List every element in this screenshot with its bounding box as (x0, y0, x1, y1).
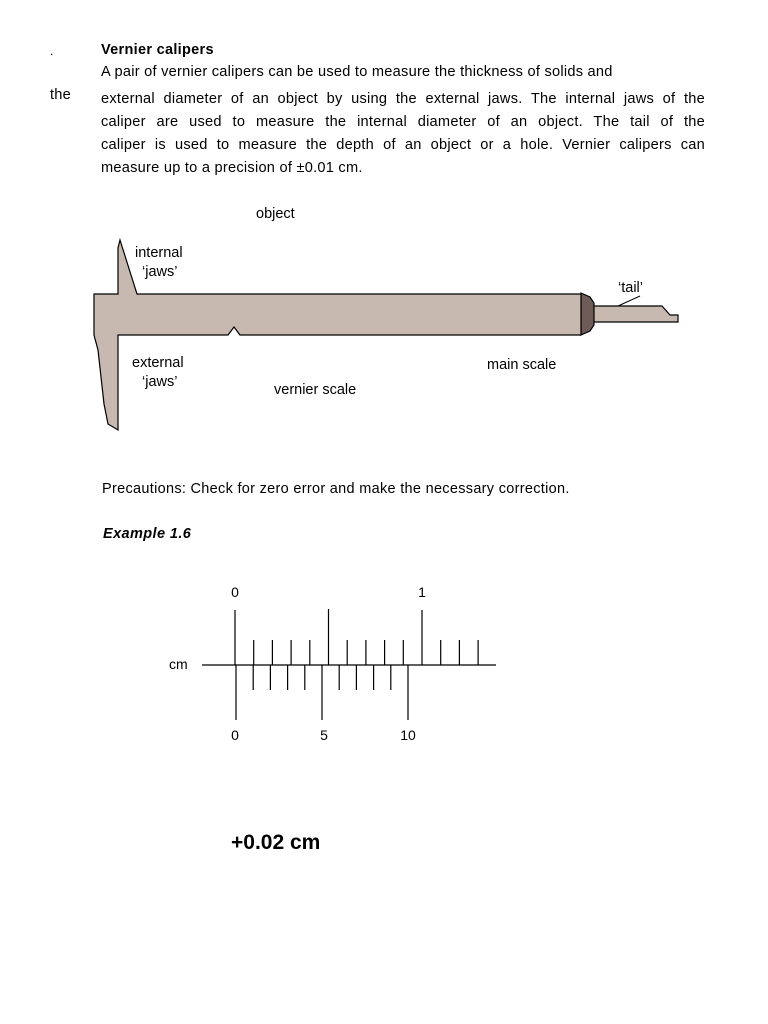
example-answer: +0.02 cm (231, 831, 321, 854)
label-object: object (256, 206, 295, 222)
label-external-jaws-2: ‘jaws’ (142, 374, 178, 390)
margin-word: the (50, 87, 72, 103)
caliper-end-cap (581, 293, 594, 335)
tail-pointer (618, 296, 640, 306)
main-scale-label-1: 1 (418, 584, 426, 600)
paragraph-line: caliper is used to measure the depth of an object or a hole. Vernier calipers can (101, 137, 705, 153)
paragraph-line: A pair of vernier calipers can be used to measure the thickness of solids and (101, 64, 613, 80)
paragraph-line: external diameter of an object by using the external jaws. The internal jaws of the (101, 91, 705, 107)
caliper-tail (592, 306, 678, 322)
section-heading: Vernier calipers (101, 42, 214, 58)
label-vernier-scale: vernier scale (274, 382, 357, 398)
label-main-scale: main scale (487, 357, 557, 373)
label-tail: ‘tail’ (618, 280, 643, 296)
margin-dot: . (50, 44, 54, 58)
main-scale-label-0: 0 (231, 584, 239, 600)
precautions-text: Precautions: Check for zero error and make the necessary correction. (102, 481, 570, 497)
vernier-label-10: 10 (400, 727, 416, 743)
label-internal-jaws-2: ‘jaws’ (142, 264, 178, 280)
vernier-label-5: 5 (320, 727, 328, 743)
vernier-label-0: 0 (231, 727, 239, 743)
example-title: Example 1.6 (103, 526, 192, 542)
paragraph-line: caliper are used to measure the internal diameter of an object. The tail of the (101, 114, 705, 130)
label-internal-jaws-1: internal (135, 245, 183, 261)
caliper-diagram (0, 0, 768, 450)
vernier-scale-diagram (0, 570, 768, 760)
paragraph-line: measure up to a precision of ±0.01 cm. (101, 160, 363, 176)
label-external-jaws-1: external (132, 355, 184, 371)
scale-unit-label: cm (169, 656, 188, 672)
